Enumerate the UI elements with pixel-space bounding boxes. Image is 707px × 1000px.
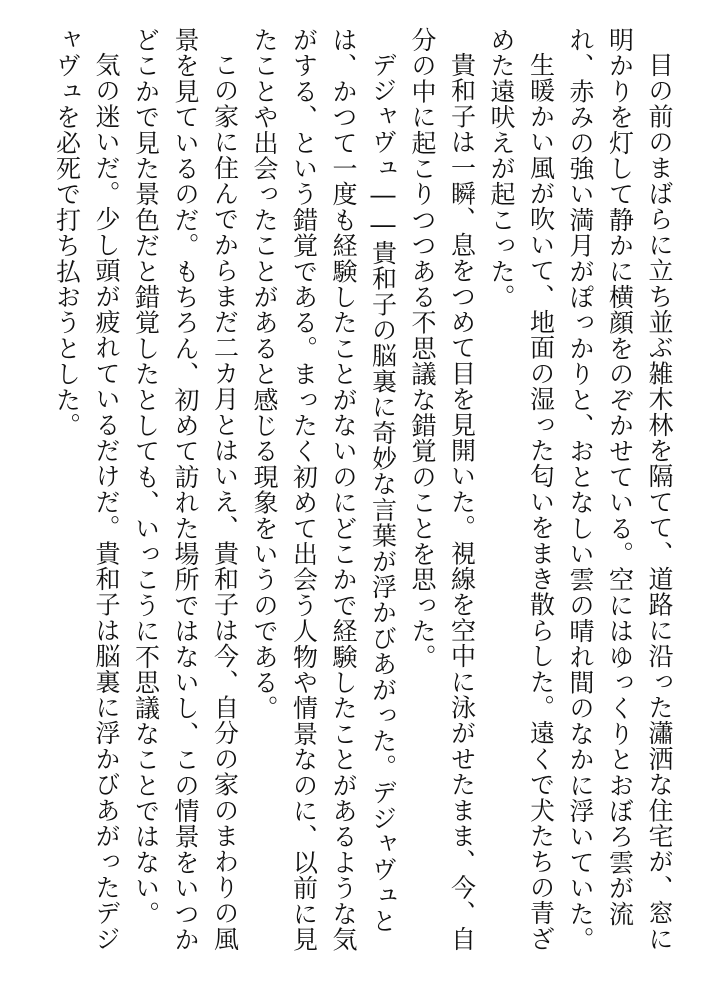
paragraph-3: 貴和子は一瞬、息をつめて目を見開いた。視線を空中に泳がせたまま、今、自分の中に起こりつつある不思議な錯覚のことを思った。 (408, 27, 477, 952)
vertical-text-body (19, 27, 679, 975)
paragraph-4: デジャヴュ――貴和子の脳裏に奇妙な言葉が浮かびあがった。デジャヴュとは、かつて一度も経験したことがないのにどこかで経験したことがあるような気がする、という錯覚である。まったく初めて出会う人物や情景なのに、以前に見たことや出会ったことがあると感じる現象をいうのである。 (250, 27, 398, 953)
paragraph-1: 目の前のまばらに立ち並ぶ雑木林を隔てて、道路に沿った瀟洒な住宅が、窓に明かりを灯して静かに横顔をのぞかせている。空にはゆっくりとおぼろ雲が流れ、赤みの強い満月がぽっかりと、おとなしい雲の晴れ間のなかに浮いていた。 (566, 27, 674, 953)
paragraph-2: 生暖かい風が吹いて、地面の湿った匂いをまき散らした。遠くで犬たちの青ざめた遠吠えが起こった。 (487, 27, 556, 952)
paragraph-6: 気の迷いだ。少し頭が疲れているだけだ。貴和子は脳裏に浮かびあがったデジャヴュを必死で打ち払おうとした。 (52, 27, 121, 952)
paragraph-5: この家に住んでからまだ二カ月とはいえ、貴和子は今、自分の家のまわりの風景を見ているのだ。もちろん、初めて訪れた場所ではないし、この情景をいつかどこかで見た景色だと錯覚したとしても、いっこうに不思議なことではない。 (131, 27, 240, 953)
